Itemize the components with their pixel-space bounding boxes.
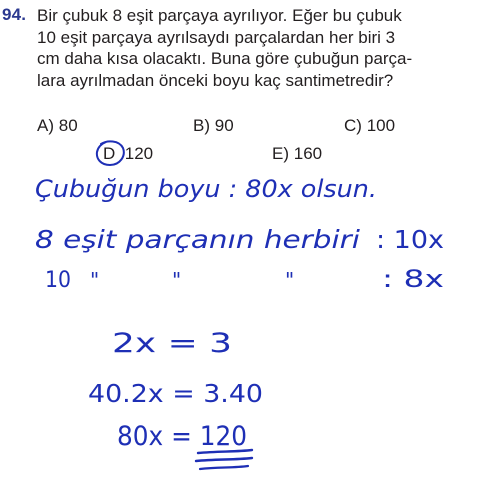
choice-letter: A) bbox=[37, 116, 54, 135]
ditto-mark: " bbox=[90, 268, 100, 292]
choice-letter: C) bbox=[344, 116, 362, 135]
choice-d-selected[interactable] bbox=[103, 144, 153, 164]
choice-value: 80 bbox=[58, 116, 78, 135]
question-line: 10 eşit parçaya ayrılsaydı parçalardan her biri 3 bbox=[37, 27, 396, 47]
ditto-mark: " bbox=[172, 268, 182, 292]
question-text bbox=[37, 5, 477, 91]
solution-line-ten-parts: 10 bbox=[45, 268, 71, 293]
choice-letter-circled: D bbox=[103, 144, 115, 164]
question-number: 94. bbox=[2, 5, 27, 24]
answer-underline bbox=[200, 466, 248, 469]
solution-value-ten-x: : 10x bbox=[376, 225, 444, 254]
question-line: lara ayrılmadan önceki boyu kaç santimetredir? bbox=[37, 70, 394, 90]
choice-value: 90 bbox=[214, 116, 234, 135]
choice-value: 120 bbox=[124, 144, 154, 163]
answer-circle-mark bbox=[95, 139, 126, 167]
choice-b[interactable] bbox=[193, 116, 234, 136]
choice-a[interactable] bbox=[37, 116, 78, 136]
solution-value-eight-x: : 8x bbox=[382, 265, 444, 293]
choice-value: 160 bbox=[293, 144, 323, 163]
handwritten-solution bbox=[0, 170, 499, 495]
choice-e[interactable] bbox=[272, 144, 322, 164]
question-block bbox=[0, 0, 499, 175]
solution-line-rod-length: Çubuğun boyu : 80x olsun. bbox=[35, 175, 377, 203]
choice-letter: E) bbox=[272, 144, 289, 163]
equation-80x-equals-120: 80x = 120 bbox=[117, 421, 247, 452]
equation-2x-equals-3: 2x = 3 bbox=[112, 328, 232, 359]
ditto-mark: " bbox=[285, 268, 295, 292]
choice-letter: B) bbox=[193, 116, 210, 135]
answer-underline bbox=[196, 458, 252, 461]
choice-value: 100 bbox=[366, 116, 396, 135]
question-line: Bir çubuk 8 eşit parçaya ayrılıyor. Eğer bu çubuk bbox=[37, 6, 402, 25]
choice-c[interactable] bbox=[344, 116, 395, 136]
equation-multiply-by-40: 40.2x = 3.40 bbox=[88, 379, 263, 408]
solution-line-eight-parts: 8 eşit parçanın herbiri bbox=[35, 225, 361, 254]
question-line: cm daha kısa olacaktı. Buna göre çubuğun parça- bbox=[37, 49, 413, 68]
